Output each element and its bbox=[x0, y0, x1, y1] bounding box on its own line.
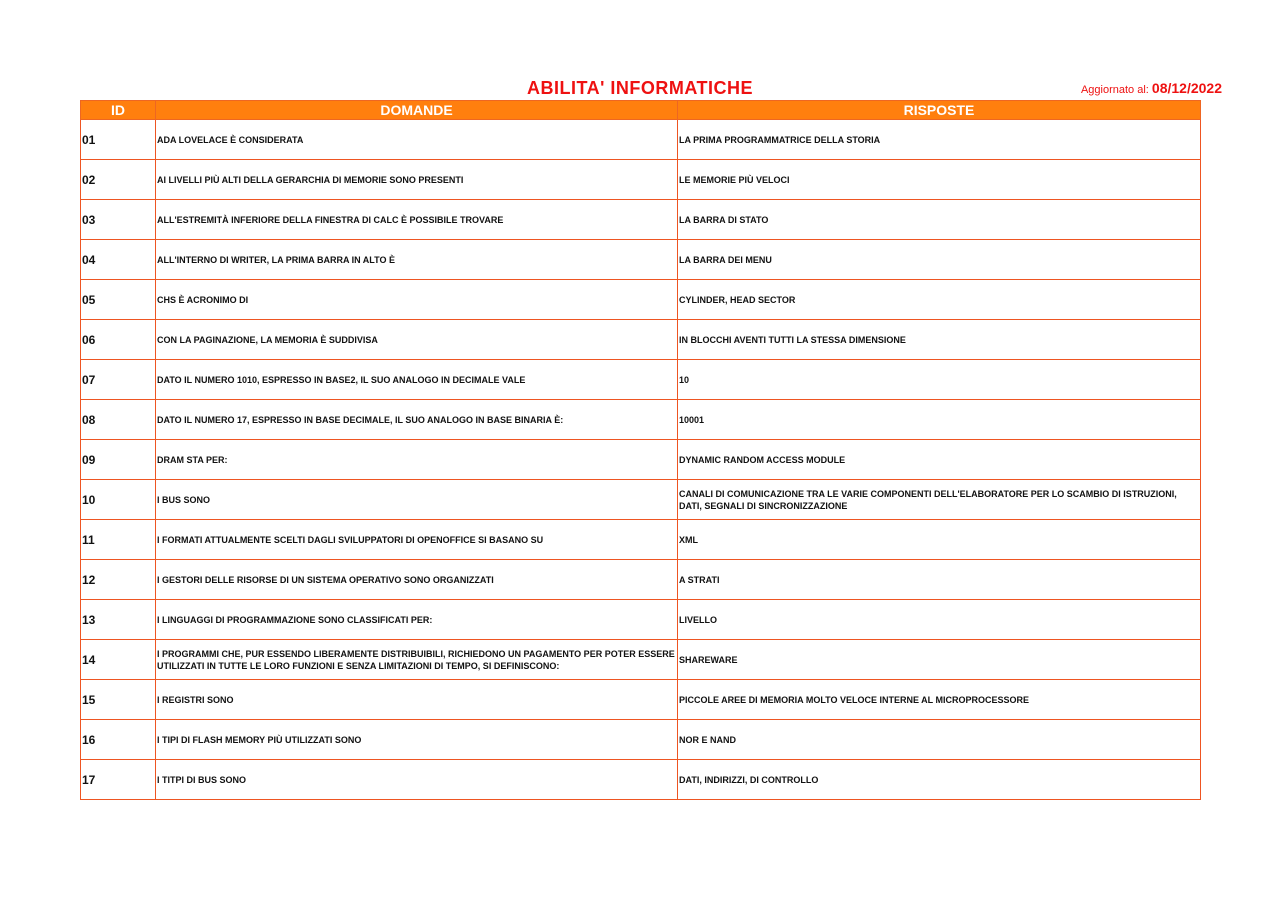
row-question: I LINGUAGGI DI PROGRAMMAZIONE SONO CLASSIFICATI PER: bbox=[156, 600, 678, 640]
updated-date: 08/12/2022 bbox=[1151, 80, 1222, 96]
table-header-row bbox=[81, 101, 1201, 120]
row-answer: A STRATI bbox=[678, 560, 1201, 600]
row-question: DATO IL NUMERO 17, ESPRESSO IN BASE DECIMALE, IL SUO ANALOGO IN BASE BINARIA È: bbox=[156, 400, 678, 440]
row-id: 13 bbox=[81, 600, 156, 640]
table-row bbox=[81, 600, 1201, 640]
row-answer: XML bbox=[678, 520, 1201, 560]
table-row bbox=[81, 640, 1201, 680]
row-id: 17 bbox=[81, 760, 156, 800]
row-question: I GESTORI DELLE RISORSE DI UN SISTEMA OPERATIVO SONO ORGANIZZATI bbox=[156, 560, 678, 600]
table-row bbox=[81, 560, 1201, 600]
row-answer: CANALI DI COMUNICAZIONE TRA LE VARIE COMPONENTI DELL'ELABORATORE PER LO SCAMBIO DI ISTRUZIONI, DATI, SEGNALI DI SINCRONIZZAZIONE bbox=[678, 480, 1201, 520]
table-row bbox=[81, 200, 1201, 240]
row-answer: 10001 bbox=[678, 400, 1201, 440]
table-row bbox=[81, 360, 1201, 400]
row-question: I TIPI DI FLASH MEMORY PIÙ UTILIZZATI SONO bbox=[156, 720, 678, 760]
row-id: 03 bbox=[81, 200, 156, 240]
row-answer: DATI, INDIRIZZI, DI CONTROLLO bbox=[678, 760, 1201, 800]
table-row bbox=[81, 440, 1201, 480]
row-id: 10 bbox=[81, 480, 156, 520]
table-body bbox=[81, 120, 1201, 800]
row-id: 07 bbox=[81, 360, 156, 400]
table-row bbox=[81, 720, 1201, 760]
row-question: I PROGRAMMI CHE, PUR ESSENDO LIBERAMENTE DISTRIBUIBILI, RICHIEDONO UN PAGAMENTO PER POTER ESSERE UTILIZZATI IN TUTTE LE LORO FUNZIONI E SENZA LIMITAZIONI DI TEMPO, SI DEFINISCONO: bbox=[156, 640, 678, 680]
row-answer: SHAREWARE bbox=[678, 640, 1201, 680]
row-id: 16 bbox=[81, 720, 156, 760]
row-question: AI LIVELLI PIÙ ALTI DELLA GERARCHIA DI MEMORIE SONO PRESENTI bbox=[156, 160, 678, 200]
row-question: I FORMATI ATTUALMENTE SCELTI DAGLI SVILUPPATORI DI OPENOFFICE SI BASANO SU bbox=[156, 520, 678, 560]
row-id: 08 bbox=[81, 400, 156, 440]
table-row bbox=[81, 680, 1201, 720]
row-answer: CYLINDER, HEAD SECTOR bbox=[678, 280, 1201, 320]
row-question: I REGISTRI SONO bbox=[156, 680, 678, 720]
column-header-id: ID bbox=[81, 101, 156, 120]
row-answer: LIVELLO bbox=[678, 600, 1201, 640]
table-row bbox=[81, 160, 1201, 200]
table-row bbox=[81, 400, 1201, 440]
table-row bbox=[81, 520, 1201, 560]
row-id: 01 bbox=[81, 120, 156, 160]
column-header-domande: DOMANDE bbox=[156, 101, 678, 120]
row-id: 15 bbox=[81, 680, 156, 720]
row-id: 04 bbox=[81, 240, 156, 280]
row-question: I TITPI DI BUS SONO bbox=[156, 760, 678, 800]
table-row bbox=[81, 480, 1201, 520]
row-answer: LA BARRA DI STATO bbox=[678, 200, 1201, 240]
row-answer: IN BLOCCHI AVENTI TUTTI LA STESSA DIMENSIONE bbox=[678, 320, 1201, 360]
table-row bbox=[81, 120, 1201, 160]
row-question: DRAM STA PER: bbox=[156, 440, 678, 480]
row-id: 05 bbox=[81, 280, 156, 320]
table-row bbox=[81, 320, 1201, 360]
qa-table bbox=[80, 100, 1201, 800]
row-id: 14 bbox=[81, 640, 156, 680]
page-title: ABILITA' INFORMATICHE bbox=[526, 78, 754, 98]
row-question: I BUS SONO bbox=[156, 480, 678, 520]
row-answer: DYNAMIC RANDOM ACCESS MODULE bbox=[678, 440, 1201, 480]
row-answer: LA BARRA DEI MENU bbox=[678, 240, 1201, 280]
row-answer: 10 bbox=[678, 360, 1201, 400]
row-id: 06 bbox=[81, 320, 156, 360]
row-id: 12 bbox=[81, 560, 156, 600]
row-question: ADA LOVELACE È CONSIDERATA bbox=[156, 120, 678, 160]
row-question: DATO IL NUMERO 1010, ESPRESSO IN BASE2, IL SUO ANALOGO IN DECIMALE VALE bbox=[156, 360, 678, 400]
row-question: CON LA PAGINAZIONE, LA MEMORIA È SUDDIVISA bbox=[156, 320, 678, 360]
row-question: CHS È ACRONIMO DI bbox=[156, 280, 678, 320]
row-id: 02 bbox=[81, 160, 156, 200]
table-row bbox=[81, 760, 1201, 800]
row-question: ALL'ESTREMITÀ INFERIORE DELLA FINESTRA DI CALC È POSSIBILE TROVARE bbox=[156, 200, 678, 240]
row-answer: LA PRIMA PROGRAMMATRICE DELLA STORIA bbox=[678, 120, 1201, 160]
row-answer: NOR E NAND bbox=[678, 720, 1201, 760]
column-header-risposte: RISPOSTE bbox=[678, 101, 1201, 120]
row-id: 11 bbox=[81, 520, 156, 560]
row-answer: PICCOLE AREE DI MEMORIA MOLTO VELOCE INTERNE AL MICROPROCESSORE bbox=[678, 680, 1201, 720]
updated-label: Aggiornato al: bbox=[1080, 84, 1149, 96]
update-info bbox=[1081, 80, 1222, 96]
row-id: 09 bbox=[81, 440, 156, 480]
table-row bbox=[81, 240, 1201, 280]
table-row bbox=[81, 280, 1201, 320]
row-question: ALL'INTERNO DI WRITER, LA PRIMA BARRA IN ALTO È bbox=[156, 240, 678, 280]
row-answer: LE MEMORIE PIÙ VELOCI bbox=[678, 160, 1201, 200]
